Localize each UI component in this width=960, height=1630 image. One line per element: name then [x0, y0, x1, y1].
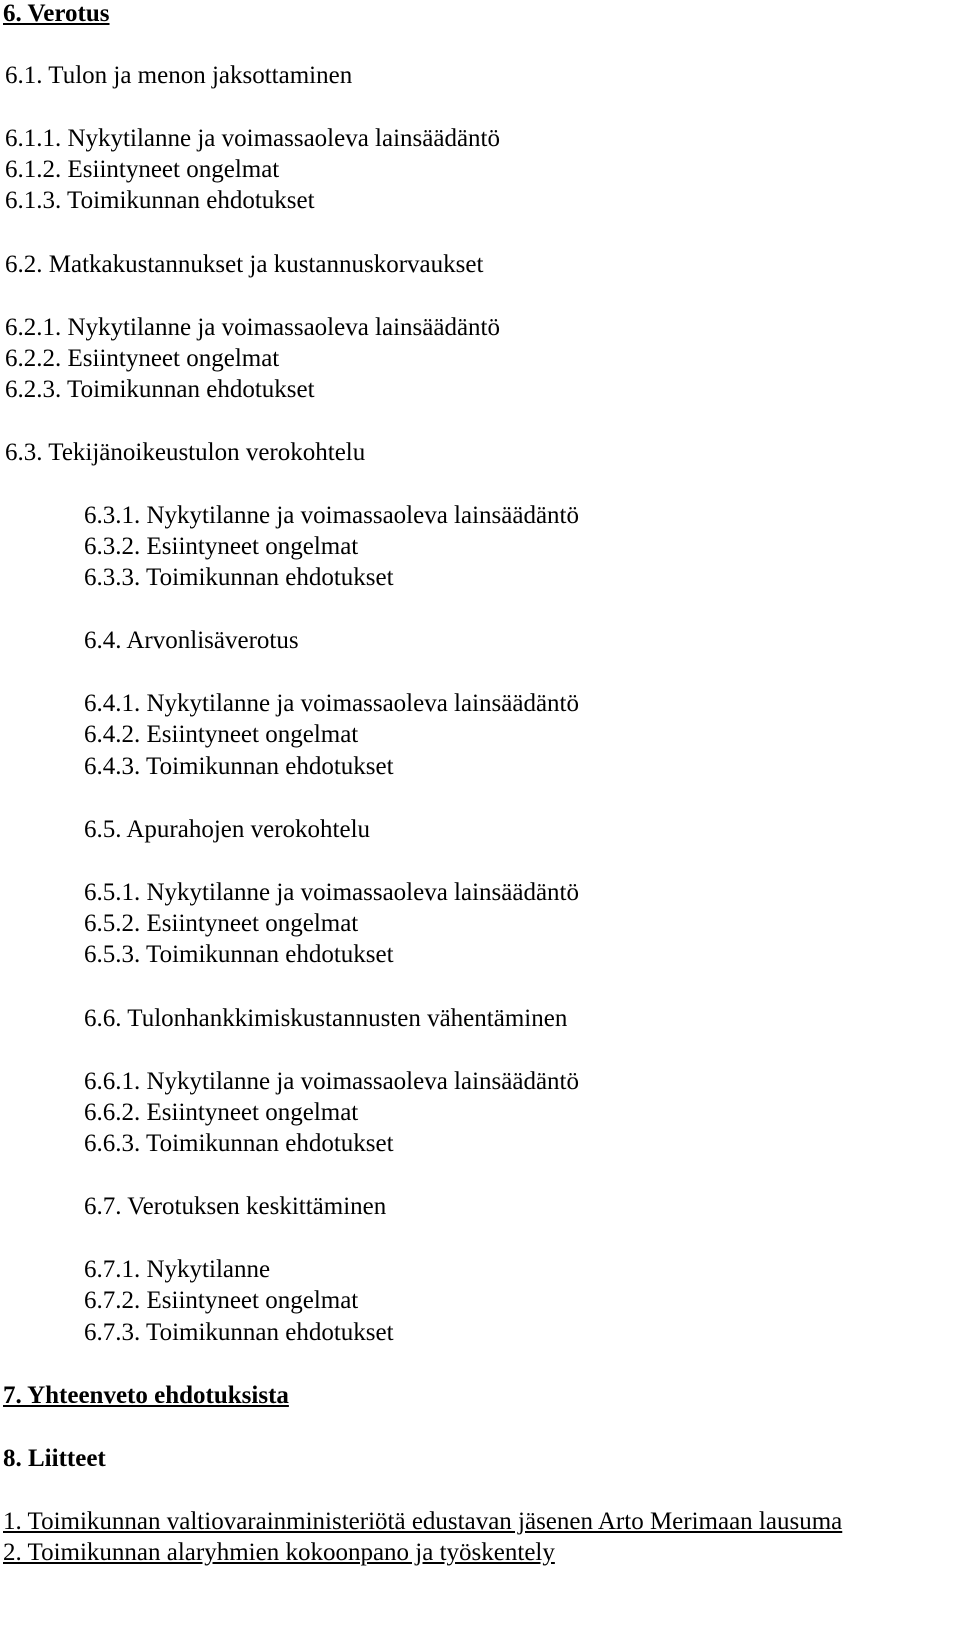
subsection-6-6-1: 6.6.1. Nykytilanne ja voimassaoleva lainsäädäntö — [84, 1068, 580, 1095]
subsection-6-7-3: 6.7.3. Toimikunnan ehdotukset — [84, 1319, 394, 1346]
subsection-6-1-2: 6.1.2. Esiintyneet ongelmat — [5, 156, 280, 183]
subsection-6-5-3: 6.5.3. Toimikunnan ehdotukset — [84, 941, 394, 968]
section-6-7-title: 6.7. Verotuksen keskittäminen — [84, 1193, 387, 1220]
subsection-6-6-3: 6.6.3. Toimikunnan ehdotukset — [84, 1130, 394, 1157]
section-6-1-title: 6.1. Tulon ja menon jaksottaminen — [5, 62, 353, 89]
chapter-7-heading: 7. Yhteenveto ehdotuksista — [3, 1382, 289, 1409]
section-6-2-title: 6.2. Matkakustannukset ja kustannuskorvaukset — [5, 251, 484, 278]
subsection-6-1-3: 6.1.3. Toimikunnan ehdotukset — [5, 187, 315, 214]
section-6-5-title: 6.5. Apurahojen verokohtelu — [84, 816, 371, 843]
subsection-6-5-1: 6.5.1. Nykytilanne ja voimassaoleva lainsäädäntö — [84, 879, 580, 906]
subsection-6-1-1: 6.1.1. Nykytilanne ja voimassaoleva lainsäädäntö — [5, 125, 501, 152]
subsection-6-2-3: 6.2.3. Toimikunnan ehdotukset — [5, 376, 315, 403]
subsection-6-4-2: 6.4.2. Esiintyneet ongelmat — [84, 721, 359, 748]
chapter-8-heading: 8. Liitteet — [3, 1445, 106, 1472]
appendix-2: 2. Toimikunnan alaryhmien kokoonpano ja työskentely — [3, 1539, 555, 1566]
section-6-3-title: 6.3. Tekijänoikeustulon verokohtelu — [5, 439, 366, 466]
subsection-6-4-3: 6.4.3. Toimikunnan ehdotukset — [84, 753, 394, 780]
subsection-6-2-1: 6.2.1. Nykytilanne ja voimassaoleva lainsäädäntö — [5, 314, 501, 341]
subsection-6-3-1: 6.3.1. Nykytilanne ja voimassaoleva lainsäädäntö — [84, 502, 580, 529]
subsection-6-6-2: 6.6.2. Esiintyneet ongelmat — [84, 1099, 359, 1126]
subsection-6-2-2: 6.2.2. Esiintyneet ongelmat — [5, 345, 280, 372]
subsection-6-5-2: 6.5.2. Esiintyneet ongelmat — [84, 910, 359, 937]
chapter-6-heading: 6. Verotus — [3, 0, 110, 27]
section-6-4-title: 6.4. Arvonlisäverotus — [84, 627, 299, 654]
appendix-1: 1. Toimikunnan valtiovarainministeriötä edustavan jäsenen Arto Merimaan lausuma — [3, 1508, 843, 1535]
subsection-6-3-2: 6.3.2. Esiintyneet ongelmat — [84, 533, 359, 560]
subsection-6-4-1: 6.4.1. Nykytilanne ja voimassaoleva lainsäädäntö — [84, 690, 580, 717]
section-6-6-title: 6.6. Tulonhankkimiskustannusten vähentäminen — [84, 1005, 568, 1032]
subsection-6-7-2: 6.7.2. Esiintyneet ongelmat — [84, 1287, 359, 1314]
subsection-6-3-3: 6.3.3. Toimikunnan ehdotukset — [84, 564, 394, 591]
subsection-6-7-1: 6.7.1. Nykytilanne — [84, 1256, 271, 1283]
